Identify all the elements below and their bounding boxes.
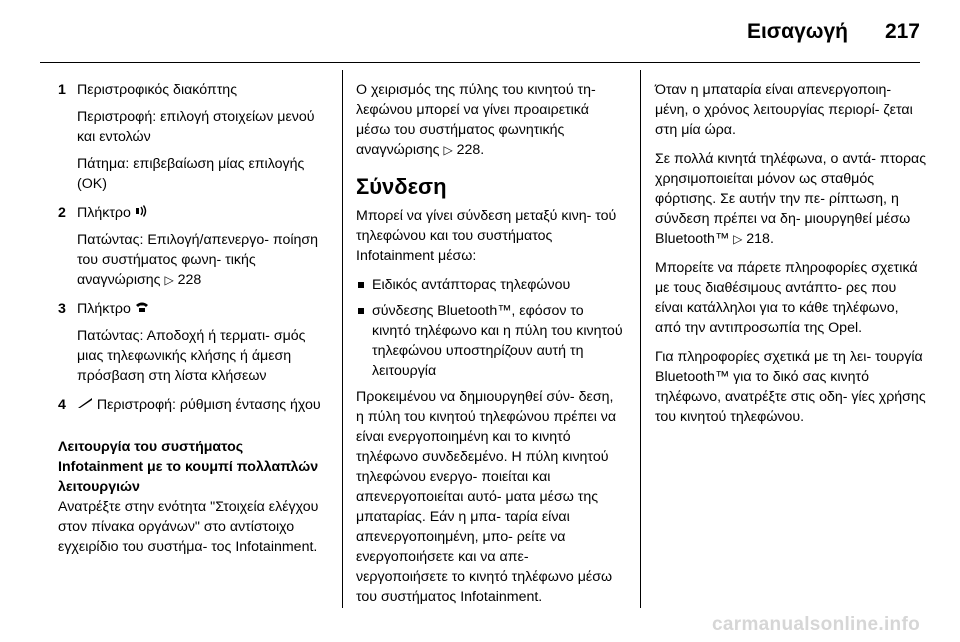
page-ref-icon: ▷ [443, 143, 453, 157]
item-label: Περιστροφή: ρύθμιση έντασης ήχου [96, 397, 321, 413]
item-label-row [77, 395, 330, 415]
intro-text: Ο χειρισμός της πύλης του κινητού τη- λεφώνου μπορεί να γίνει προαιρετικά μέσω του συστήματος φωνητικής αναγνώρισης [356, 82, 596, 158]
page-ref: 228 [177, 272, 202, 288]
control-item-4 [58, 395, 330, 415]
page-ref-icon: ▷ [733, 232, 743, 246]
column-divider [342, 70, 343, 608]
item-number: 2 [58, 205, 66, 221]
body-paragraph: Προκειμένου να δημιουργηθεί σύν- δεση, η πύλη του κινητού τηλεφώνου πρέπει να είναι ενεργοποιημένη και το κινητό τηλέφωνο συνδεδεμένο. Η πύλη κινητού τηλεφώνου ενεργο- ποιείται και απενεργοποιείται αυτό- ματα μέσω της μπαταρίας. Εάν η μπα- ταρία είναι απενεργοποιημένη, μπο- ρείτε να ενεργοποιήσετε και να απε- νεργοποιήσετε το κινητό τηλέφωνο μέσω του συστήματος Infotainment. [356, 389, 617, 605]
column-divider [640, 70, 641, 608]
item-detail-row [77, 230, 330, 290]
item-number: 3 [58, 301, 66, 317]
list-item-text: σύνδεσης Bluetooth™, εφόσον το κινητό τηλέφωνο και η πύλη του κινητού τηλεφώνου υποστηρίζουν αυτή τη λειτουργία [372, 303, 623, 379]
item-label: Πλήκτρο [77, 205, 131, 221]
page-ref: 218. [746, 231, 774, 247]
item-label-row [77, 203, 330, 223]
page-ref: 228. [456, 142, 485, 158]
control-item-3 [58, 299, 330, 386]
column-3 [655, 80, 927, 436]
bullet-icon [358, 308, 364, 314]
list-item [356, 275, 624, 295]
list-item-text: Ειδικός αντάπτορας τηλεφώνου [372, 277, 571, 293]
intro-paragraph [356, 80, 624, 160]
item-label: Περιστροφικός διακόπτης [77, 82, 238, 98]
voice-icon [135, 206, 149, 220]
item-detail: Περιστροφή: επιλογή στοιχείων μενού και εντολών [77, 109, 315, 145]
item-detail: Πάτημα: επιβεβαίωση μίας επιλογής (OK) [77, 156, 305, 192]
lead-paragraph: Μπορεί να γίνει σύνδεση μεταξύ κινη- τού τηλεφώνου και του συστήματος Infotainment μέσω: [356, 208, 617, 264]
item-number: 1 [58, 82, 66, 98]
phone-icon [135, 302, 149, 316]
page-ref-icon: ▷ [164, 273, 174, 287]
item-detail: Πατώντας: Αποδοχή ή τερματι- σμός μιας τηλεφωνικής κλήσης ή άμεση πρόσβαση στη λίστα κλήσεων [77, 328, 306, 384]
item-label-row [77, 299, 330, 319]
watermark: carmanualsonline.info [712, 614, 920, 635]
section-heading: Σύνδεση [356, 174, 447, 199]
column-1 [58, 80, 330, 557]
header-divider [40, 62, 920, 63]
section-heading: Λειτουργία του συστήματος Infotainment με το κουμπί πολλαπλών λειτουργιών [58, 439, 319, 495]
bullet-icon [358, 282, 364, 288]
control-item-1 [58, 80, 330, 194]
section-text: Ανατρέξτε στην ενότητα "Στοιχεία ελέγχου στον πίνακα οργάνων" στο αντίστοιχο εγχειρίδιο του συστήμα- τος Infotainment. [58, 499, 319, 555]
page-title: Εισαγωγή [746, 20, 848, 43]
item-label: Πλήκτρο [77, 301, 131, 317]
control-item-2 [58, 203, 330, 290]
paragraph: Για πληροφορίες σχετικά με τη λει- τουργία Bluetooth™ για το δικό σας κινητό τηλέφωνο, ανατρέξτε στις οδη- γίες χρήσης του κινητού τηλεφώνου. [655, 349, 926, 425]
volume-icon [77, 398, 97, 412]
page-number: 217 [884, 20, 920, 43]
paragraph: Μπορείτε να πάρετε πληροφορίες σχετικά με τους διαθέσιμους αντάπτο- ρες που είναι κατάλληλοι για το κάθε τηλέφωνο, από την αντιπροσωπία της Opel. [655, 260, 918, 336]
paragraph-text: Σε πολλά κινητά τηλέφωνα, ο αντά- πτορας χρησιμοποιείται μόνον ως σταθμός φόρτισης. Σε αυτήν την πε- ρίπτωση, η σύνδεση πρέπει να δη- μιουργηθεί μέσω Bluetooth™ [655, 151, 927, 247]
list-item [356, 301, 624, 381]
item-number: 4 [58, 397, 66, 413]
column-2 [356, 80, 624, 616]
item-detail: Πατώντας: Επιλογή/απενεργο- ποίηση του συστήματος φωνη- τικής αναγνώρισης [77, 232, 319, 288]
paragraph: Όταν η μπαταρία είναι απενεργοποιη- μένη, ο χρόνος λειτουργίας περιορί- ζεται στη μία ώρα. [655, 82, 913, 138]
paragraph [655, 149, 927, 249]
